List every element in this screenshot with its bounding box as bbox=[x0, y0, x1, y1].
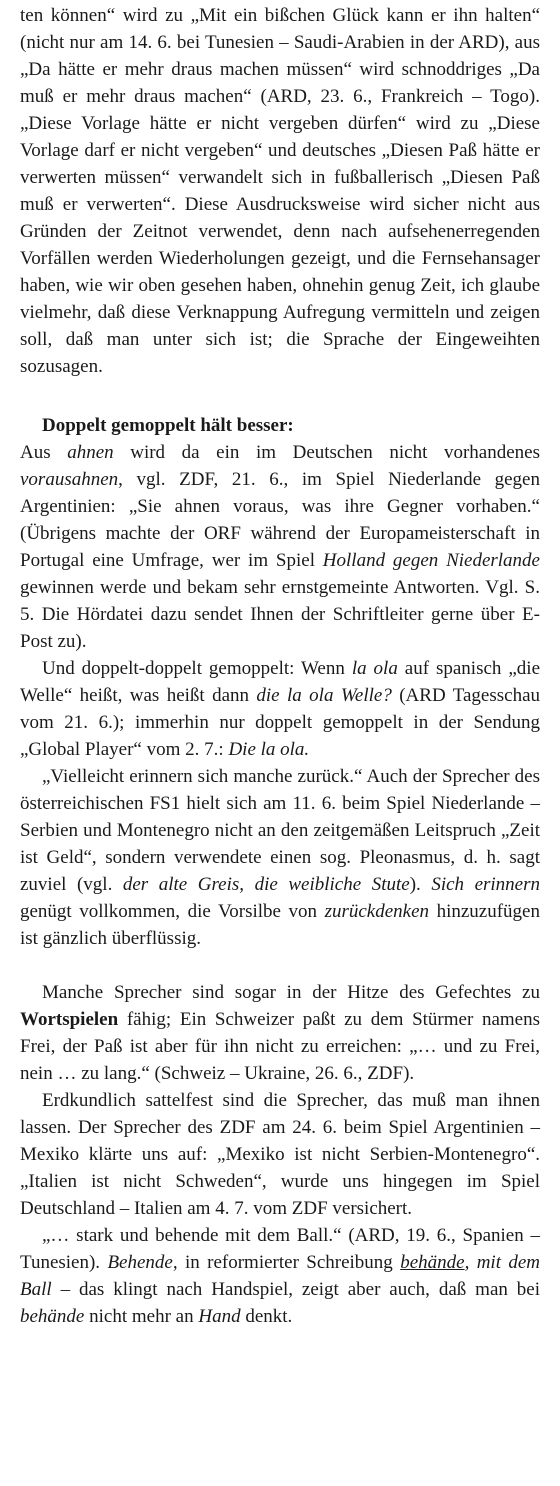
emphasis-text: Hand bbox=[198, 1306, 241, 1327]
text-run: „Vielleicht erinnern sich manche zurück.“ Auch der Sprecher des österreichischen FS1 hielt sich am 11. 6. beim Spiel Niederlande – Serbien und Montenegro nicht an den zeitgemäßen Leitspruch „Zeit ist Geld“, sondern verwendete einen sog. Pleonasmus, d. h. sagt zuviel (vgl. bbox=[20, 766, 540, 895]
text-run: ). bbox=[409, 874, 432, 895]
emphasis-text: Holland gegen Niederlande bbox=[322, 550, 540, 571]
text-run: (ARD Tagesschau vom 21. 6.); immerhin nur doppelt gemoppelt in der Sendung „Global Player“ vom 2. 7.: bbox=[20, 685, 541, 760]
paragraph-la-ola bbox=[20, 655, 540, 763]
emphasis-text: Sich erinnern bbox=[431, 874, 540, 895]
text-run: „… stark und behende mit dem Ball.“ (ARD, 19. 6., Spanien – Tunesien). bbox=[20, 1225, 540, 1273]
emphasis-text: zurückdenken bbox=[324, 901, 430, 922]
text-run: Und doppelt-doppelt gemoppelt: Wenn bbox=[42, 658, 352, 679]
text-run: Manche Sprecher sind sogar in der Hitze des Gefechtes zu bbox=[42, 982, 540, 1003]
emphasis-text: Die la ola. bbox=[228, 739, 310, 760]
text-run: Doppelt gemoppelt hält besser: bbox=[42, 415, 294, 436]
text-run: genügt vollkommen, die Vorsilbe von bbox=[20, 901, 325, 922]
text-run: Erdkundlich sattelfest sind die Sprecher, das muß man ihnen lassen. Der Sprecher des ZDF am 24. 6. beim Spiel Argentinien – Mexiko klärte uns auf: „Mexiko ist nicht Serbien-Montenegro“. „Italien ist nicht Schweden“, wurde uns hingegen im Spiel Deutschland – Italien am 4. 7. vom ZDF versichert. bbox=[20, 1090, 540, 1219]
text-run: , in reformierter Schreibung bbox=[172, 1252, 401, 1273]
emphasis-text: behände bbox=[400, 1252, 465, 1273]
paragraph-continuation bbox=[20, 2, 540, 380]
text-run: Aus bbox=[20, 442, 68, 463]
paragraph-doppelt bbox=[20, 439, 540, 655]
text-run: fähig; Ein Schweizer paßt zu dem Stürmer namens Frei, der Paß ist aber für ihn nicht zu erreichen: „… und zu Frei, nein … zu lang.“ (Schweiz – Ukraine, 26. 6., ZDF). bbox=[20, 1009, 540, 1084]
text-run: gewinnen werde und bekam sehr ernstgemeinte Antworten. Vgl. S. 5. Die Hördatei dazu sendet Ihnen der Schriftleiter gerne über E-Post zu). bbox=[20, 577, 540, 652]
text-run: ten können“ wird zu „Mit ein bißchen Glück kann er ihn halten“ (nicht nur am 14. 6. bei Tunesien – Saudi-Arabien in der ARD), aus „Da hätte er mehr draus machen müssen“ wird schnoddriges „Da muß er mehr draus machen“ (ARD, 23. 6., Frankreich – Togo). „Diese Vorlage hätte er nicht vergeben dürfen“ wird zu „Diese Vorlage darf er nicht vergeben“ und deutsches „Diesen Paß hätte er verwerten müssen“ verwandelt sich in fußballerisch „Diesen Paß muß er verwerten“. Diese Ausdrucksweise wird sicher nicht aus Gründen der Zeitnot verwendet, denn nach aufsehenerregenden Vorfällen werden Wiederholungen gezeigt, und die Fernsehansager haben, wie wir oben gesehen haben, ohnehin genug Zeit, ich glaube vielmehr, daß diese Verknappung Aufregung vermitteln und zeigen soll, daß man unter sich ist; die Sprache der Eingeweihten sozusagen. bbox=[20, 5, 540, 377]
emphasis-text: , mit dem Ball bbox=[20, 1252, 540, 1300]
text-run: , vgl. ZDF, 21. 6., im Spiel Niederlande gegen Argentinien: „Sie ahnen voraus, was ihre Gegner vorhaben.“ (Übrigens machte der ORF während der Europameisterschaft in Portugal eine Umfrage, wer im Spiel bbox=[20, 469, 540, 571]
emphasis-text: die la ola Welle? bbox=[256, 685, 392, 706]
emphasis-text: behände bbox=[20, 1306, 85, 1327]
paragraph-erdkundlich bbox=[20, 1087, 540, 1222]
text-run: denkt. bbox=[240, 1306, 293, 1327]
text-run: auf spanisch „die Welle“ heißt, was heißt dann bbox=[20, 658, 541, 706]
emphasis-text: Wortspielen bbox=[20, 1009, 119, 1030]
paragraph-erinnern bbox=[20, 763, 540, 952]
document-page bbox=[20, 2, 540, 1330]
text-run: hinzuzufügen ist gänzlich überflüssig. bbox=[20, 901, 540, 949]
paragraph-wortspiele bbox=[20, 979, 540, 1087]
text-run: wird da ein im Deutschen nicht vorhandenes bbox=[113, 442, 540, 463]
emphasis-text: ahnen bbox=[67, 442, 114, 463]
emphasis-text: Behende bbox=[107, 1252, 173, 1273]
section-heading bbox=[20, 412, 540, 439]
emphasis-text: la ola bbox=[351, 658, 398, 679]
text-run: nicht mehr an bbox=[84, 1306, 199, 1327]
emphasis-text: der alte Greis, die weibliche Stute bbox=[122, 874, 410, 895]
paragraph-behende bbox=[20, 1222, 540, 1330]
emphasis-text: vorausahnen bbox=[20, 469, 119, 490]
text-run: – das klingt nach Handspiel, zeigt aber auch, daß man bei bbox=[51, 1279, 540, 1300]
